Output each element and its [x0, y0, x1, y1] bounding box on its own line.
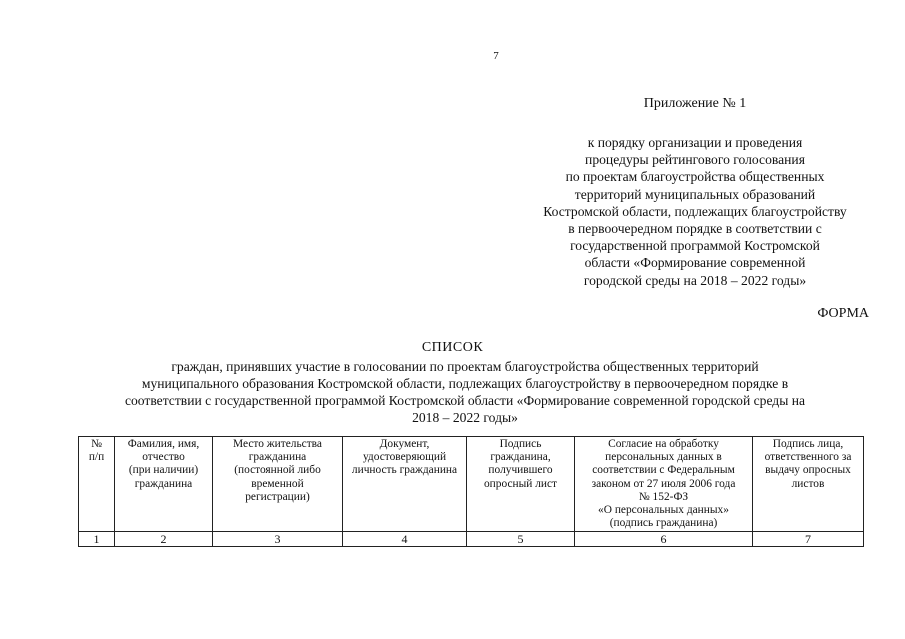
appendix-line: по проектам благоустройства общественных [565, 169, 825, 185]
column-number-cell: 7 [753, 532, 864, 547]
citizens-register-table [78, 436, 864, 547]
column-number-cell: 6 [575, 532, 753, 547]
header-responsible-signature: Подпись лица, ответственного за выдачу опросных листов [753, 437, 864, 532]
list-subtitle [60, 358, 870, 426]
list-subtitle-line: муниципального образования Костромской области, подлежащих благоустройству в первоочередном порядке в [141, 376, 789, 391]
list-subtitle-line: граждан, принявших участие в голосовании по проектам благоустройства общественных территорий [171, 359, 759, 374]
column-number-cell: 5 [467, 532, 575, 547]
column-number-cell: 4 [343, 532, 467, 547]
list-subtitle-line: соответствии с государственной программой Костромской области «Формирование современной городской среды на [124, 393, 806, 408]
appendix-line: процедуры рейтингового голосования [585, 152, 805, 168]
header-full-name: Фамилия, имя, отчество (при наличии) гражданина [115, 437, 213, 532]
appendix-line: городской среды на 2018 – 2022 годы» [583, 272, 807, 288]
appendix-line: в первоочередном порядке в соответствии с [568, 221, 822, 237]
appendix-line: области «Формирование современной [584, 255, 806, 271]
appendix-line: территорий муниципальных образований [574, 186, 816, 202]
column-number-cell: 3 [213, 532, 343, 547]
header-residence: Место жительства гражданина (постоянной либо временной регистрации) [213, 437, 343, 532]
appendix-line: государственной программой Костромской [570, 238, 820, 254]
table-row [79, 532, 864, 547]
header-number: № п/п [79, 437, 115, 532]
header-citizen-signature: Подпись гражданина, получившего опросный лист [467, 437, 575, 532]
list-subtitle-line: 2018 – 2022 годы» [412, 410, 518, 425]
header-identity-document: Документ, удостоверяющий личность гражданина [343, 437, 467, 532]
column-number-cell: 2 [115, 532, 213, 547]
appendix-line: Костромской области, подлежащих благоустройству [543, 203, 847, 219]
list-title: СПИСОК [421, 340, 484, 355]
page-number: 7 [493, 50, 499, 62]
header-data-consent: Согласие на обработку персональных данных в соответствии с Федеральным законом от 27 июля 2006 года № 152-ФЗ «О персональных данных» (подпись гражданина) [575, 437, 753, 532]
appendix-line: к порядку организации и проведения [587, 135, 803, 150]
form-label: ФОРМА [817, 306, 869, 321]
appendix-title: Приложение № 1 [643, 96, 747, 111]
column-number-cell: 1 [79, 532, 115, 547]
table-header-row [79, 437, 864, 532]
appendix-description [520, 134, 870, 289]
